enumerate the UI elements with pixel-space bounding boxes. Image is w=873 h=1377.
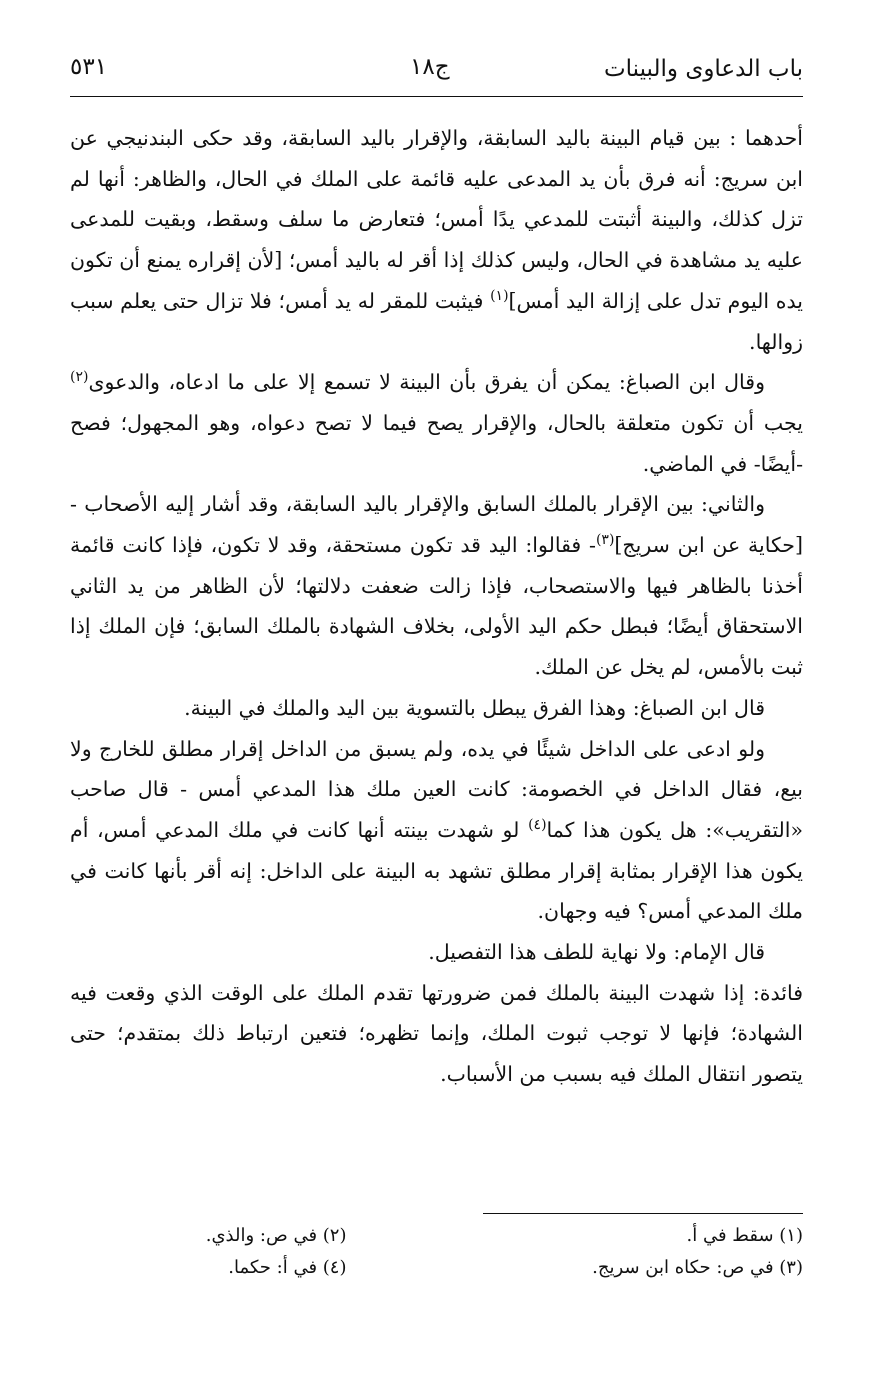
footnote: (٤) في أ: حكما. (228, 1257, 347, 1278)
paragraph: وقال ابن الصباغ: يمكن أن يفرق بأن البينة لا تسمع إلا على ما ادعاه، والدعوى$^{(٢)}$ يجب أن تكون متعلقة بالحال، والإقرار يصح فيما لا تصح دعواه، وهو المجهول؛ فصح -أيضًا- في الماضي. (70, 369, 803, 476)
paragraph: قال الإمام: ولا نهاية للطف هذا التفصيل. (428, 940, 765, 965)
footnote-marker: (٢) (70, 369, 89, 386)
paragraph: أحدهما : بين قيام البينة باليد السابقة، والإقرار باليد السابقة، وقد حكى البندنيجي عن ابن سريج: أنه فرق بأن يد المدعى عليه قائمة على الملك في الحال، والظاهر: أنها لم تزل كذلك، والبينة أثبتت للمدعي يدًا أمس؛ فتعارض ما سلف وسقط، وبقيت للمدعى عليه يد مشاهدة في الحال، وليس كذلك إذا أقر له باليد أمس؛ [لأن إقراره يمنع أن تكون يده اليوم تدل على إزالة اليد أمس]$^{(١)}$ فيثبت للمقر له يد أمس؛ فلا تزال حتى يعلم سبب زوالها. (70, 126, 803, 354)
page-number: ٥٣١ (70, 54, 108, 80)
main-text (70, 118, 803, 1095)
footnote: (٢) في ص: والذي. (205, 1225, 347, 1246)
header-divider (70, 96, 803, 97)
paragraph: ولو ادعى على الداخل شيئًا في يده، ولم يسبق من الداخل إقرار مطلق للخارج ولا بيع، فقال الداخل في الخصومة: كانت العين ملك هذا المدعي أمس - قال صاحب «التقريب»: هل يكون هذا كما$^{(٤)}$ لو شهدت بينته أنها كانت في ملك المدعي أمس، أم يكون هذا الإقرار بمثابة إقرار مطلق تشهد به البينة على الداخل: إنه أقر بأنها كانت في ملك المدعي أمس؟ فيه وجهان. (70, 736, 803, 924)
paragraph: فائدة: إذا شهدت البينة بالملك فمن ضرورتها تقدم الملك على الوقت الذي وقعت فيه الشهادة؛ فإنها لا توجب ثبوت الملك، وإنما تظهره؛ فتعين ارتباط ذلك بمتقدم؛ حتى يتصور انتقال الملك فيه بسبب من الأسباب. (70, 980, 803, 1087)
footnote-divider (483, 1213, 803, 1214)
footnote-marker: (٣) (595, 532, 615, 549)
footnote-row (70, 1220, 803, 1252)
footnotes (70, 1220, 803, 1284)
footnote: (١) سقط في أ. (686, 1225, 803, 1246)
footnote-marker: (٤) (528, 817, 547, 834)
volume-label: ج١٨ (410, 54, 450, 80)
footnote-marker: (١) (490, 287, 509, 304)
footnote: (٣) في ص: حكاه ابن سريج. (592, 1257, 803, 1278)
chapter-title: باب الدعاوى والبينات (604, 56, 803, 82)
running-header (70, 52, 803, 92)
footnote-row (70, 1252, 803, 1284)
paragraph: قال ابن الصباغ: وهذا الفرق يبطل بالتسوية بين اليد والملك في البينة. (184, 695, 765, 720)
paragraph: والثاني: بين الإقرار بالملك السابق والإقرار باليد السابقة، وقد أشار إليه الأصحاب - [حكاية عن ابن سريج]$^{(٣)}$- فقالوا: اليد قد تكون مستحقة، وقد لا تكون، فإذا كانت قائمة أخذنا بالظاهر فيها والاستصحاب، فإذا زالت ضعفت دلالتها؛ لأن الظاهر من يد الثاني الاستحقاق أيضًا؛ فبطل حكم اليد الأولى، بخلاف الشهادة بالملك السابق؛ فإن الملك إذا ثبت بالأمس، لم يخل عن الملك. (70, 492, 803, 680)
